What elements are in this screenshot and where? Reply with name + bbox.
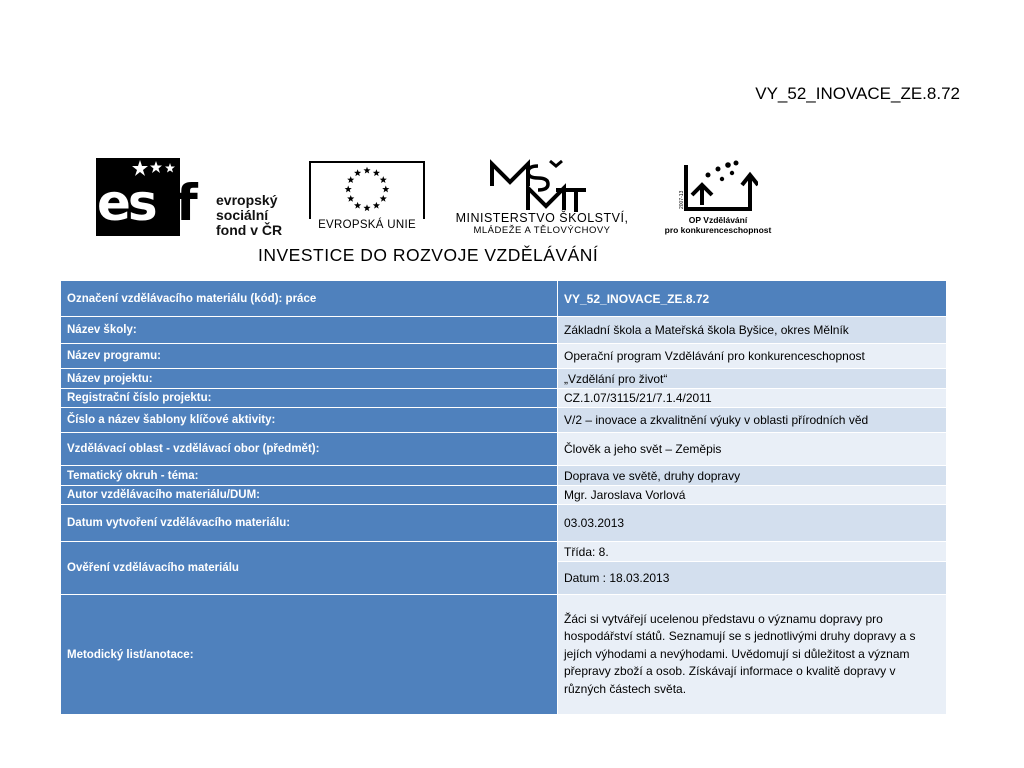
table-row bbox=[61, 542, 947, 562]
esf-stars-icon bbox=[130, 158, 182, 180]
esf-logo-letter-f: f bbox=[176, 174, 198, 232]
esf-logo-text bbox=[216, 193, 282, 238]
table-row bbox=[61, 369, 947, 389]
investice-banner: INVESTICE DO ROZVOJE VZDĚLÁVÁNÍ bbox=[258, 245, 599, 265]
eu-star-icon bbox=[363, 204, 370, 211]
msmt-emblem-icon bbox=[488, 158, 588, 214]
esf-text-line: fond v ČR bbox=[216, 222, 283, 238]
eu-star-icon bbox=[363, 167, 370, 174]
topic-value: Doprava ve světě, druhy dopravy bbox=[558, 466, 947, 486]
esf-logo-letters: es bbox=[97, 174, 155, 232]
eu-star-icon bbox=[354, 202, 361, 209]
school-label: Název školy: bbox=[61, 317, 558, 344]
table-row bbox=[61, 317, 947, 344]
project-label: Název projektu: bbox=[61, 369, 558, 389]
table-row bbox=[61, 433, 947, 466]
eu-logo-caption: EVROPSKÁ UNIE bbox=[309, 219, 425, 231]
registration-label: Registrační číslo projektu: bbox=[61, 389, 558, 408]
table-row bbox=[61, 408, 947, 433]
eu-star-icon bbox=[354, 169, 361, 176]
material-metadata-table bbox=[60, 280, 947, 715]
code-value: VY_52_INOVACE_ZE.8.72 bbox=[558, 281, 947, 317]
document-code: VY_52_INOVACE_ZE.8.72 bbox=[755, 84, 960, 103]
table-row bbox=[61, 344, 947, 369]
msmt-logo-line1: MINISTERSTVO ŠKOLSTVÍ, bbox=[455, 211, 629, 225]
op-vk-logo-text bbox=[648, 215, 788, 235]
eu-star-icon bbox=[382, 186, 389, 193]
verify-label: Ověření vzdělávacího materiálu bbox=[61, 542, 558, 595]
table-row bbox=[61, 486, 947, 505]
op-vk-emblem-icon bbox=[678, 159, 758, 213]
project-value: „Vzdělání pro život“ bbox=[558, 369, 947, 389]
table-row bbox=[61, 595, 947, 715]
op-vk-line1: OP Vzdělávání bbox=[688, 215, 748, 225]
created-label: Datum vytvoření vzdělávacího materiálu: bbox=[61, 505, 558, 542]
annotation-label: Metodický list/anotace: bbox=[61, 595, 558, 715]
program-label: Název programu: bbox=[61, 344, 558, 369]
eu-star-icon bbox=[380, 195, 387, 202]
msmt-logo-line2: MLÁDEŽE A TĚLOVÝCHOVY bbox=[473, 225, 611, 236]
table-row bbox=[61, 281, 947, 317]
eu-star-icon bbox=[380, 176, 387, 183]
eu-star-icon bbox=[373, 169, 380, 176]
area-label: Vzdělávací oblast - vzdělávací obor (předmět): bbox=[61, 433, 558, 466]
author-value: Mgr. Jaroslava Vorlová bbox=[558, 486, 947, 505]
table-row bbox=[61, 505, 947, 542]
eu-star-icon bbox=[347, 176, 354, 183]
program-value: Operační program Vzdělávání pro konkurenceschopnost bbox=[558, 344, 947, 369]
table-row bbox=[61, 466, 947, 486]
eu-star-icon bbox=[347, 195, 354, 202]
verify-date-value: Datum : 18.03.2013 bbox=[558, 562, 947, 595]
topic-label: Tematický okruh - téma: bbox=[61, 466, 558, 486]
author-label: Autor vzdělávacího materiálu/DUM: bbox=[61, 486, 558, 505]
op-vk-years: 2007-13 bbox=[679, 190, 685, 209]
eu-star-icon bbox=[345, 186, 352, 193]
eu-star-icon bbox=[373, 202, 380, 209]
esf-text-line: evropský bbox=[216, 192, 278, 208]
code-label: Označení vzdělávacího materiálu (kód): práce bbox=[61, 281, 558, 317]
template-label: Číslo a název šablony klíčové aktivity: bbox=[61, 408, 558, 433]
esf-text-line: sociální bbox=[216, 207, 269, 223]
annotation-value: Žáci si vytvářejí ucelenou představu o významu dopravy pro hospodářství států. Seznamují se s jednotlivými druhy dopravy a s jejích výhodami a nevýhodami. Uvědomují si důležitost a význam přepravy zboží a osob. Získávají informace o kvalitě dopravy v různých částech světa. bbox=[558, 595, 947, 715]
table-row bbox=[61, 389, 947, 408]
registration-value: CZ.1.07/3115/21/7.1.4/2011 bbox=[558, 389, 947, 408]
eu-flag-icon bbox=[309, 161, 425, 227]
template-value: V/2 – inovace a zkvalitnění výuky v oblasti přírodních věd bbox=[558, 408, 947, 433]
verify-class-value: Třída: 8. bbox=[558, 542, 947, 562]
area-value: Člověk a jeho svět – Zeměpis bbox=[558, 433, 947, 466]
school-value: Základní škola a Mateřská škola Byšice, okres Mělník bbox=[558, 317, 947, 344]
created-value: 03.03.2013 bbox=[558, 505, 947, 542]
op-vk-line2: pro konkurenceschopnost bbox=[664, 225, 772, 235]
